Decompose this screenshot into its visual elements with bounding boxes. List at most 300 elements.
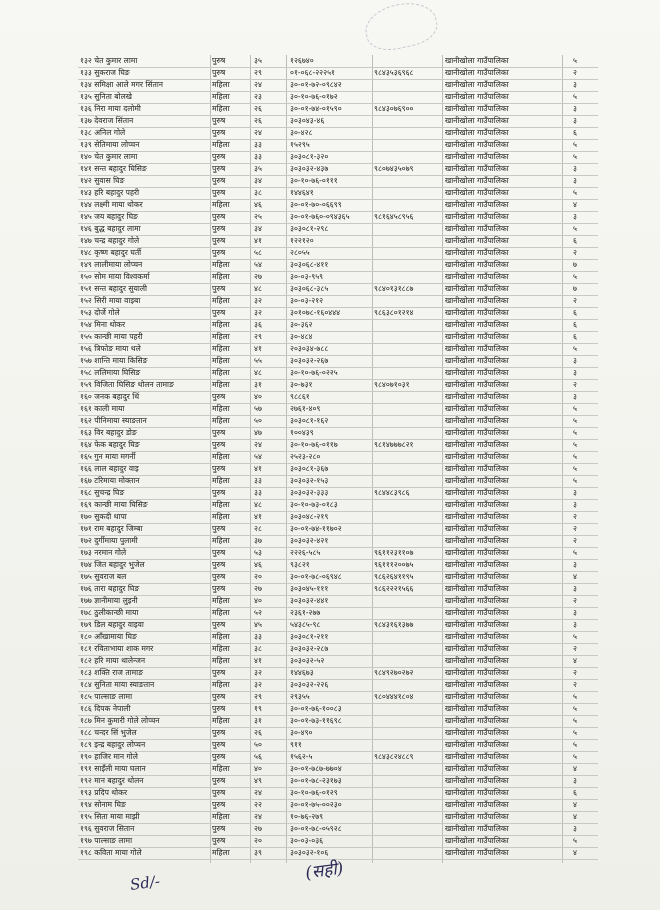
gender-cell: पुरुष [212, 752, 226, 761]
citizenship-cell: २८०५५ [290, 248, 310, 257]
ward-cell: ४ [573, 800, 577, 809]
row-label: १६४ फेक बहादुर घिङ [80, 440, 140, 449]
citizenship-cell: ३०-०१-७८-०५९२८ [290, 824, 342, 833]
beneficiary-table [78, 55, 598, 863]
ward-cell: २ [573, 596, 577, 605]
ward-cell: ३ [573, 560, 577, 569]
phone-cell: ९८१४७७७८२१ [374, 440, 414, 449]
ward-cell: ३ [573, 584, 577, 593]
municipality-cell: खानीखोला गाउँपालिका [445, 848, 509, 857]
municipality-cell: खानीखोला गाउँपालिका [445, 212, 509, 221]
municipality-cell: खानीखोला गाउँपालिका [445, 800, 509, 809]
row-label: १७० सुकदी थापा [80, 512, 127, 521]
citizenship-cell: ३०-१०-७६-०११७ [290, 440, 338, 449]
age-cell: ४१ [254, 656, 262, 665]
ward-cell: ५ [573, 56, 577, 65]
ward-cell: ३ [573, 500, 577, 509]
municipality-cell: खानीखोला गाउँपालिका [445, 332, 509, 341]
municipality-cell: खानीखोला गाउँपालिका [445, 248, 509, 257]
row-label: १७३ नरमान गोले [80, 548, 127, 557]
citizenship-cell: ९३८२१ [290, 560, 310, 569]
municipality-cell: खानीखोला गाउँपालिका [445, 404, 509, 413]
age-cell: ४१ [254, 344, 262, 353]
signature-left: Sd/- [128, 872, 162, 894]
municipality-cell: खानीखोला गाउँपालिका [445, 560, 509, 569]
phone-cell: ९८६३८०१२१४ [374, 308, 414, 317]
phone-cell: ९८४४८३९८६ [374, 488, 410, 497]
municipality-cell: खानीखोला गाउँपालिका [445, 608, 509, 617]
gender-cell: पुरुष [212, 236, 226, 245]
age-cell: २९ [254, 68, 262, 77]
row-label: १७५ सुवराज बल [80, 572, 127, 581]
row-label: १४४ लक्ष्मी माया थोकर [80, 200, 143, 209]
municipality-cell: खानीखोला गाउँपालिका [445, 836, 509, 845]
municipality-cell: खानीखोला गाउँपालिका [445, 620, 509, 629]
gender-cell: पुरुष [212, 524, 226, 533]
age-cell: ३४ [254, 176, 262, 185]
age-cell: २६ [254, 104, 262, 113]
citizenship-cell: ९८८६१ [290, 392, 310, 401]
municipality-cell: खानीखोला गाउँपालिका [445, 236, 509, 245]
citizenship-cell: ३०३०३२-४२१ [290, 536, 329, 545]
municipality-cell: खानीखोला गाउँपालिका [445, 152, 509, 161]
age-cell: ४० [254, 392, 262, 401]
municipality-cell: खानीखोला गाउँपालिका [445, 776, 509, 785]
citizenship-cell: १५६२-५ [290, 752, 313, 761]
citizenship-cell: ३०३०३२-५२ [290, 656, 325, 665]
gender-cell: पुरुष [212, 740, 226, 749]
ward-cell: ६ [573, 332, 577, 341]
citizenship-cell: ३०३०३२-३३३ [290, 488, 329, 497]
gender-cell: महिला [212, 368, 230, 377]
citizenship-cell: २५२३-२८० [290, 452, 321, 461]
gender-cell: महिला [212, 608, 230, 617]
row-label: १९७ पाल्साङ लामा [80, 836, 133, 845]
ward-cell: २ [573, 668, 577, 677]
row-label: १५० सोम माया विश्वकर्मा [80, 272, 150, 281]
row-label: १५७ शान्ति माया किसिङ [80, 356, 148, 365]
municipality-cell: खानीखोला गाउँपालिका [445, 512, 509, 521]
gender-cell: महिला [212, 452, 230, 461]
citizenship-cell: ३०-७३१ [290, 380, 313, 389]
citizenship-cell: ३०-०१-७८७-७७०४ [290, 764, 342, 773]
row-label: १६८ सुचन्द्र घिङ [80, 488, 125, 497]
gender-cell: पुरुष [212, 248, 226, 257]
age-cell: २५ [254, 212, 262, 221]
age-cell: ३३ [254, 152, 262, 161]
age-cell: ३२ [254, 296, 262, 305]
gender-cell: महिला [212, 92, 230, 101]
citizenship-cell: ३०-०१-७४-०१५९० [290, 104, 342, 113]
municipality-cell: खानीखोला गाउँपालिका [445, 356, 509, 365]
row-label: १६७ टरिमाया मोक्तान [80, 476, 140, 485]
row-label: १७८ ठुलीकान्छी माया [80, 608, 139, 617]
municipality-cell: खानीखोला गाउँपालिका [445, 116, 509, 125]
ward-cell: ५ [573, 272, 577, 281]
municipality-cell: खानीखोला गाउँपालिका [445, 320, 509, 329]
citizenship-cell: ३०-१०-७६-०१२९ [290, 788, 338, 797]
row-label: १३४ समिक्षा आले मगर सिंतान [80, 80, 163, 89]
age-cell: ४१ [254, 464, 262, 473]
citizenship-cell: ३०-०३-२१२ [290, 296, 324, 305]
citizenship-cell: ३०३०३२-१०६ [290, 848, 329, 857]
row-label: १५९ विजिता घिसिङ थोलन तामाङ [80, 380, 174, 389]
ward-cell: २ [573, 248, 577, 257]
citizenship-cell: ३०-४८४ [290, 332, 313, 341]
ward-cell: ५ [573, 428, 577, 437]
ward-cell: ७ [573, 260, 577, 269]
gender-cell: महिला [212, 476, 230, 485]
row-label: १८० आँखामाया घिङ [80, 632, 137, 641]
municipality-cell: खानीखोला गाउँपालिका [445, 452, 509, 461]
municipality-cell: खानीखोला गाउँपालिका [445, 740, 509, 749]
gender-cell: पुरुष [212, 128, 226, 137]
citizenship-cell: १४४६७३ [290, 668, 314, 677]
ward-cell: ३ [573, 824, 577, 833]
ward-cell: ५ [573, 704, 577, 713]
municipality-cell: खानीखोला गाउँपालिका [445, 200, 509, 209]
phone-cell: ९८४०७१०३१ [374, 380, 410, 389]
age-cell: ३६ [254, 320, 262, 329]
gender-cell: महिला [212, 320, 230, 329]
gender-cell: पुरुष [212, 488, 226, 497]
age-cell: ४९ [254, 776, 262, 785]
ward-cell: ३ [573, 212, 577, 221]
phone-cell: ९८४३८२४८८९ [374, 752, 414, 761]
row-label: १९१ साइँली माया घलान [80, 764, 146, 773]
municipality-cell: खानीखोला गाउँपालिका [445, 92, 509, 101]
gender-cell: महिला [212, 380, 230, 389]
citizenship-cell: १४४६४१ [290, 188, 314, 197]
citizenship-cell: ३०३०३२-१५३ [290, 476, 329, 485]
municipality-cell: खानीखोला गाउँपालिका [445, 68, 509, 77]
citizenship-cell: ३०-०१-७०-०६६९९ [290, 200, 342, 209]
row-label: १८९ इन्द्र बहादुर लोप्चन [80, 740, 146, 749]
row-label: १४१ सन्त बहादुर घिसिङ [80, 164, 147, 173]
gender-cell: महिला [212, 764, 230, 773]
municipality-cell: खानीखोला गाउँपालिका [445, 368, 509, 377]
phone-cell: ९८६२२२१५६६ [374, 584, 414, 593]
citizenship-cell: ३०-०३-०३६ [290, 836, 324, 845]
citizenship-cell: १००४३९ [290, 428, 314, 437]
gender-cell: पुरुष [212, 560, 226, 569]
row-label: १९५ सिता माया माझी [80, 812, 140, 821]
phone-cell: ९८४९२७०२७२ [374, 668, 414, 677]
age-cell: ३१ [254, 716, 262, 725]
age-cell: ३८ [254, 188, 262, 197]
citizenship-cell: ३०-०३-९५९ [290, 272, 324, 281]
citizenship-cell: २०३०३४-७८८ [290, 344, 329, 353]
municipality-cell: खानीखोला गाउँपालिका [445, 416, 509, 425]
row-label: १८७ मिन कुमारी गोले लोप्चन [80, 716, 160, 725]
age-cell: ३३ [254, 140, 262, 149]
gender-cell: पुरुष [212, 284, 226, 293]
row-label: १६९ कान्छी माया घिसिङ [80, 500, 148, 509]
age-cell: २९ [254, 332, 262, 341]
citizenship-cell: ३०३०८१-३६७ [290, 464, 329, 473]
age-cell: २८ [254, 524, 262, 533]
age-cell: ४१ [254, 236, 262, 245]
row-label: १६२ पीनिमाया स्याङतान [80, 416, 147, 425]
age-cell: ५६ [254, 752, 262, 761]
ward-cell: २ [573, 536, 577, 545]
gender-cell: पुरुष [212, 68, 226, 77]
ward-cell: ५ [573, 476, 577, 485]
citizenship-cell: १२२१२० [290, 236, 314, 245]
ward-cell: २ [573, 644, 577, 653]
age-cell: २० [254, 572, 262, 581]
gender-cell: महिला [212, 404, 230, 413]
citizenship-cell: ३०३०६८-४११ [290, 260, 329, 269]
citizenship-cell: १०-७६-२७९ [290, 812, 324, 821]
gender-cell: महिला [212, 80, 230, 89]
ward-cell: ५ [573, 752, 577, 761]
citizenship-cell: ३०३०४३-४६ [290, 116, 325, 125]
row-label: १४३ हरि बहादुर पहरी [80, 188, 140, 197]
age-cell: ३३ [254, 632, 262, 641]
gender-cell: महिला [212, 812, 230, 821]
gender-cell: महिला [212, 260, 230, 269]
age-cell: ४८ [254, 368, 262, 377]
municipality-cell: खानीखोला गाउँपालिका [445, 704, 509, 713]
age-cell: ४८ [254, 284, 262, 293]
age-cell: ४८ [254, 500, 262, 509]
age-cell: २४ [254, 128, 262, 137]
citizenship-cell: ३०-१०-७६-०१११ [290, 176, 338, 185]
age-cell: ५५ [254, 356, 262, 365]
municipality-cell: खानीखोला गाउँपालिका [445, 56, 509, 65]
row-label: १५१ सन्त बहादुर सुयाली [80, 284, 147, 293]
age-cell: ३४ [254, 224, 262, 233]
ward-cell: ५ [573, 92, 577, 101]
municipality-cell: खानीखोला गाउँपालिका [445, 572, 509, 581]
citizenship-cell: ३०-४२८ [290, 128, 313, 137]
ward-cell: ४ [573, 848, 577, 857]
ward-cell: ५ [573, 344, 577, 353]
row-label: १९६ सुवराज सितान [80, 824, 135, 833]
phone-cell: ९८०४४४१८०४ [374, 692, 414, 701]
ward-cell: ५ [573, 692, 577, 701]
gender-cell: पुरुष [212, 572, 226, 581]
phone-cell: ९८१६४५८९५६ [374, 212, 414, 221]
municipality-cell: खानीखोला गाउँपालिका [445, 812, 509, 821]
ward-cell: ३ [573, 608, 577, 617]
ward-cell: ३ [573, 356, 577, 365]
age-cell: २० [254, 836, 262, 845]
age-cell: ४० [254, 596, 262, 605]
gender-cell: महिला [212, 200, 230, 209]
row-label: १३३ सुकराज घिङ [80, 68, 130, 77]
ward-cell: २ [573, 380, 577, 389]
phone-cell: ९८६२६४११९५ [374, 572, 414, 581]
gender-cell: पुरुष [212, 704, 226, 713]
row-label: १९८ कविता माया गोले [80, 848, 142, 857]
gender-cell: पुरुष [212, 728, 226, 737]
age-cell: २६ [254, 728, 262, 737]
age-cell: ३३ [254, 488, 262, 497]
gender-cell: महिला [212, 656, 230, 665]
row-label: १४८ कृष्ण बहादुर घर्ती [80, 248, 142, 257]
row-label: १९० हाजिर मान गोले [80, 752, 138, 761]
age-cell: ४६ [254, 200, 262, 209]
gender-cell: महिला [212, 644, 230, 653]
age-cell: २२ [254, 800, 262, 809]
municipality-cell: खानीखोला गाउँपालिका [445, 224, 509, 233]
municipality-cell: खानीखोला गाउँपालिका [445, 500, 509, 509]
gender-cell: पुरुष [212, 692, 226, 701]
gender-cell: पुरुष [212, 224, 226, 233]
municipality-cell: खानीखोला गाउँपालिका [445, 188, 509, 197]
citizenship-cell: ३०-०१-७५-००२३० [290, 800, 342, 809]
gender-cell: महिला [212, 140, 230, 149]
citizenship-cell: ३०३०३२-२२६ [290, 680, 329, 689]
ward-cell: ५ [573, 836, 577, 845]
ward-cell: ५ [573, 548, 577, 557]
citizenship-cell: ३०३०४५-१११ [290, 584, 329, 593]
age-cell: ३२ [254, 308, 262, 317]
age-cell: २७ [254, 272, 262, 281]
ward-cell: ५ [573, 728, 577, 737]
row-label: १७६ तारा बहादुर घिङ [80, 584, 140, 593]
municipality-cell: खानीखोला गाउँपालिका [445, 752, 509, 761]
gender-cell: पुरुष [212, 668, 226, 677]
gender-cell: पुरुष [212, 152, 226, 161]
municipality-cell: खानीखोला गाउँपालिका [445, 140, 509, 149]
municipality-cell: खानीखोला गाउँपालिका [445, 584, 509, 593]
gender-cell: महिला [212, 344, 230, 353]
citizenship-cell: ३०३०३२-२८७ [290, 644, 329, 653]
row-label: १६३ विर बहादुर डोङ [80, 428, 137, 437]
age-cell: ५३ [254, 548, 262, 557]
age-cell: २७ [254, 584, 262, 593]
gender-cell: पुरुष [212, 788, 226, 797]
ward-cell: ६ [573, 320, 577, 329]
row-label: १३७ देवराज सिंतान [80, 116, 134, 125]
gender-cell: पुरुष [212, 116, 226, 125]
citizenship-cell: ३०-०१-७८-०६९४८ [290, 572, 342, 581]
municipality-cell: खानीखोला गाउँपालिका [445, 464, 509, 473]
row-label: १३८ अनिल गोले [80, 128, 126, 137]
row-label: १६० जनक बहादुर थिं [80, 392, 140, 401]
age-cell: २४ [254, 812, 262, 821]
citizenship-cell: ३०३०८१-३२० [290, 152, 329, 161]
age-cell: २४ [254, 80, 262, 89]
age-cell: ५० [254, 740, 262, 749]
gender-cell: पुरुष [212, 548, 226, 557]
citizenship-cell: ३०-०१-७६-१००८३ [290, 704, 342, 713]
gender-cell: पुरुष [212, 620, 226, 629]
phone-cell: ९६११२३११०७ [374, 548, 414, 557]
ward-cell: २ [573, 680, 577, 689]
row-label: १५६ त्रिफोङ माया थले [80, 344, 141, 353]
age-cell: २६ [254, 116, 262, 125]
age-cell: ४७ [254, 428, 262, 437]
age-cell: १९ [254, 704, 262, 713]
row-label: १४७ चन्द्र बहादुर गोले [80, 236, 140, 245]
citizenship-cell: ३०-१०-७६-०१७२ [290, 92, 338, 101]
phone-cell: ९८४३०७६९०० [374, 104, 414, 113]
office-stamp [361, 0, 441, 55]
row-label: १३२ चेत कुमार लामा [80, 56, 138, 65]
ward-cell: ४ [573, 572, 577, 581]
age-cell: ५८ [254, 248, 262, 257]
age-cell: ४६ [254, 560, 262, 569]
age-cell: ३९ [254, 848, 262, 857]
gender-cell: महिला [212, 104, 230, 113]
ward-cell: २ [573, 296, 577, 305]
row-label: १३५ सुनिता बोलखे [80, 92, 132, 101]
municipality-cell: खानीखोला गाउँपालिका [445, 260, 509, 269]
municipality-cell: खानीखोला गाउँपालिका [445, 764, 509, 773]
ward-cell: ५ [573, 452, 577, 461]
gender-cell: महिला [212, 500, 230, 509]
row-label: १८१ रविताभाया शाक मगर [80, 644, 154, 653]
phone-cell: ९६१११२००७५ [374, 560, 414, 569]
citizenship-cell: ३०-०१-७६०-०९४३६५ [290, 212, 350, 221]
municipality-cell: खानीखोला गाउँपालिका [445, 680, 509, 689]
citizenship-cell: ३०१०७८-१६०४४४ [290, 308, 341, 317]
age-cell: ३५ [254, 164, 262, 173]
gender-cell: महिला [212, 716, 230, 725]
row-label: १६५ गुन माया मगर्नी [80, 452, 136, 461]
citizenship-cell: ३०३०४८-२१९ [290, 512, 329, 521]
ward-cell: ३ [573, 176, 577, 185]
ward-cell: ५ [573, 404, 577, 413]
age-cell: २७ [254, 824, 262, 833]
gender-cell: पुरुष [212, 164, 226, 173]
municipality-cell: खानीखोला गाउँपालिका [445, 272, 509, 281]
gender-cell: महिला [212, 332, 230, 341]
ward-cell: ५ [573, 716, 577, 725]
municipality-cell: खानीखोला गाउँपालिका [445, 284, 509, 293]
ward-cell: ४ [573, 812, 577, 821]
gender-cell: महिला [212, 512, 230, 521]
ward-cell: ५ [573, 152, 577, 161]
ward-cell: ३ [573, 368, 577, 377]
municipality-cell: खानीखोला गाउँपालिका [445, 308, 509, 317]
age-cell: ३५ [254, 56, 262, 65]
gender-cell: महिला [212, 848, 230, 857]
phone-cell: ९८४३५३६९६८ [374, 68, 414, 77]
ward-cell: ४ [573, 656, 577, 665]
ward-cell: ३ [573, 776, 577, 785]
ward-cell: ५ [573, 188, 577, 197]
citizenship-cell: १५२९५ [290, 140, 310, 149]
age-cell: २९ [254, 692, 262, 701]
citizenship-cell: २२२६-५८५ [290, 548, 321, 557]
phone-cell: ९८०७४३५०७९ [374, 164, 414, 173]
row-label: १५२ सिरी माया वाइबा [80, 296, 141, 305]
municipality-cell: खानीखोला गाउँपालिका [445, 716, 509, 725]
citizenship-cell: २९३५५ [290, 692, 310, 701]
age-cell: ४१ [254, 512, 262, 521]
gender-cell: पुरुष [212, 836, 226, 845]
gender-cell: पुरुष [212, 464, 226, 473]
citizenship-cell: ०१-०६८-२२२५१ [290, 68, 335, 77]
row-label: १९२ मान बहादुर थोलन [80, 776, 144, 785]
ward-cell: ६ [573, 788, 577, 797]
gender-cell: पुरुष [212, 440, 226, 449]
row-label: १३९ सेतिमाया लोप्चन [80, 140, 140, 149]
gender-cell: पुरुष [212, 308, 226, 317]
municipality-cell: खानीखोला गाउँपालिका [445, 668, 509, 677]
age-cell: ३७ [254, 536, 262, 545]
ward-cell: २ [573, 524, 577, 533]
ward-cell: ३ [573, 80, 577, 89]
citizenship-cell: ३०३०८१-२९८ [290, 224, 329, 233]
municipality-cell: खानीखोला गाउँपालिका [445, 644, 509, 653]
ward-cell: ५ [573, 440, 577, 449]
